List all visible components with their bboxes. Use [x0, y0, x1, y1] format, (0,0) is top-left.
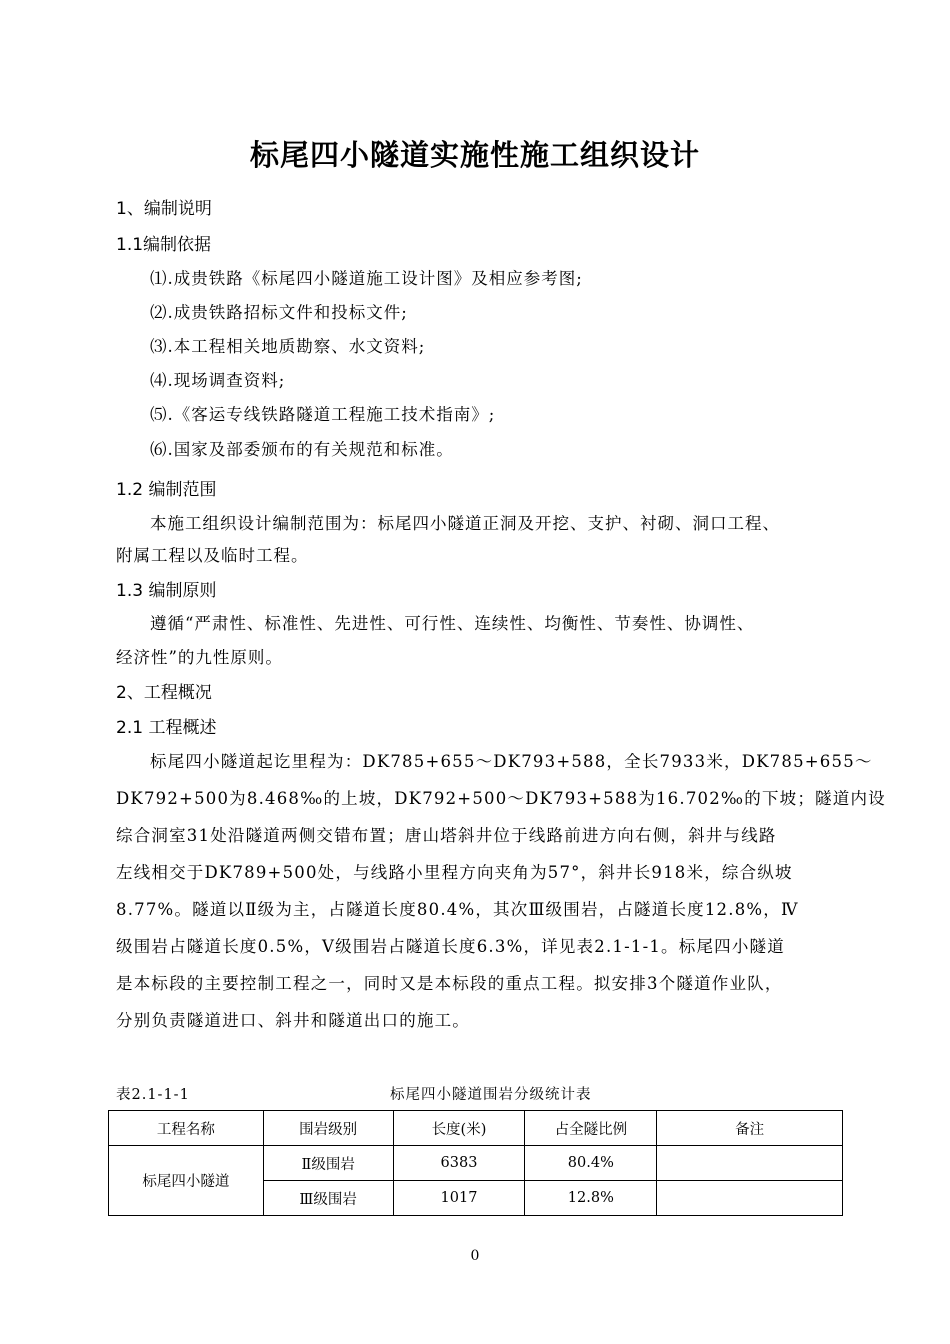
overview-line: 分别负责隧道进口、斜井和隧道出口的施工。	[116, 1011, 470, 1030]
section-heading-1-3: 1.3 编制原则	[116, 581, 217, 601]
ratio-cell: 12.8%	[525, 1181, 657, 1216]
table-number: 表2.1-1-1	[116, 1087, 190, 1103]
header-cell: 工程名称	[109, 1111, 264, 1146]
overview-line: 左线相交于DK789+500处，与线路小里程方向夹角为57°，斜井长918米，综合纵坡	[116, 863, 793, 882]
table-title: 标尾四小隧道围岩分级统计表	[390, 1087, 592, 1103]
scope-line: 本施工组织设计编制范围为：标尾四小隧道正洞及开挖、支护、衬砌、洞口工程、	[150, 514, 780, 533]
header-cell: 围岩级别	[263, 1111, 393, 1146]
table-row	[109, 1146, 843, 1181]
overview-line: 综合洞室31处沿隧道两侧交错布置；唐山塔斜井位于线路前进方向右侧，斜井与线路	[116, 826, 777, 845]
header-cell: 备注	[657, 1111, 843, 1146]
basis-item: ⑵.成贵铁路招标文件和投标文件;	[150, 303, 408, 322]
overview-line: 级围岩占隧道长度0.5%，Ⅴ级围岩占隧道长度6.3%，详见表2.1-1-1。标尾四小隧道	[116, 937, 785, 956]
section-heading-1-1: 1.1编制依据	[116, 235, 212, 255]
section-heading-1-2: 1.2 编制范围	[116, 480, 217, 500]
basis-item: ⑷.现场调查资料;	[150, 371, 286, 390]
basis-item: ⑸.《客运专线铁路隧道工程施工技术指南》;	[150, 405, 496, 424]
table-header-row	[109, 1111, 843, 1146]
grade-cell: Ⅲ级围岩	[263, 1181, 393, 1216]
length-cell: 6383	[393, 1146, 525, 1181]
header-cell: 占全隧比例	[525, 1111, 657, 1146]
ratio-cell: 80.4%	[525, 1146, 657, 1181]
page-number: 0	[470, 1248, 480, 1264]
document-title: 标尾四小隧道实施性施工组织设计	[249, 138, 700, 172]
section-heading-1: 1、编制说明	[116, 199, 212, 219]
project-name-cell: 标尾四小隧道	[109, 1146, 264, 1216]
section-heading-2-1: 2.1 工程概述	[116, 718, 217, 738]
grade-cell: Ⅱ级围岩	[263, 1146, 393, 1181]
scope-line: 附属工程以及临时工程。	[116, 546, 309, 565]
header-cell: 长度(米)	[393, 1111, 525, 1146]
basis-item: ⑶.本工程相关地质勘察、水文资料;	[150, 337, 426, 356]
note-cell	[657, 1181, 843, 1216]
principle-line: 遵循“严肃性、标准性、先进性、可行性、连续性、均衡性、节奏性、协调性、	[150, 614, 755, 633]
basis-item: ⑴.成贵铁路《标尾四小隧道施工设计图》及相应参考图;	[150, 269, 583, 288]
basis-item: ⑹.国家及部委颁布的有关规范和标准。	[150, 440, 454, 459]
overview-line: 是本标段的主要控制工程之一，同时又是本标段的重点工程。拟安排3个隧道作业队，	[116, 974, 783, 993]
section-heading-2: 2、工程概况	[116, 683, 212, 703]
principle-line: 经济性”的九性原则。	[116, 648, 283, 667]
overview-line: 标尾四小隧道起讫里程为：DK785+655～DK793+588，全长7933米，DK785+655～	[150, 752, 873, 771]
length-cell: 1017	[393, 1181, 525, 1216]
rock-grade-table	[108, 1110, 843, 1216]
note-cell	[657, 1146, 843, 1181]
overview-line: DK792+500为8.468‰的上坡，DK792+500～DK793+588为16.702‰的下坡；隧道内设	[116, 789, 886, 808]
overview-line: 8.77%。隧道以Ⅱ级为主，占隧道长度80.4%，其次Ⅲ级围岩，占隧道长度12.8%，Ⅳ	[116, 900, 799, 919]
